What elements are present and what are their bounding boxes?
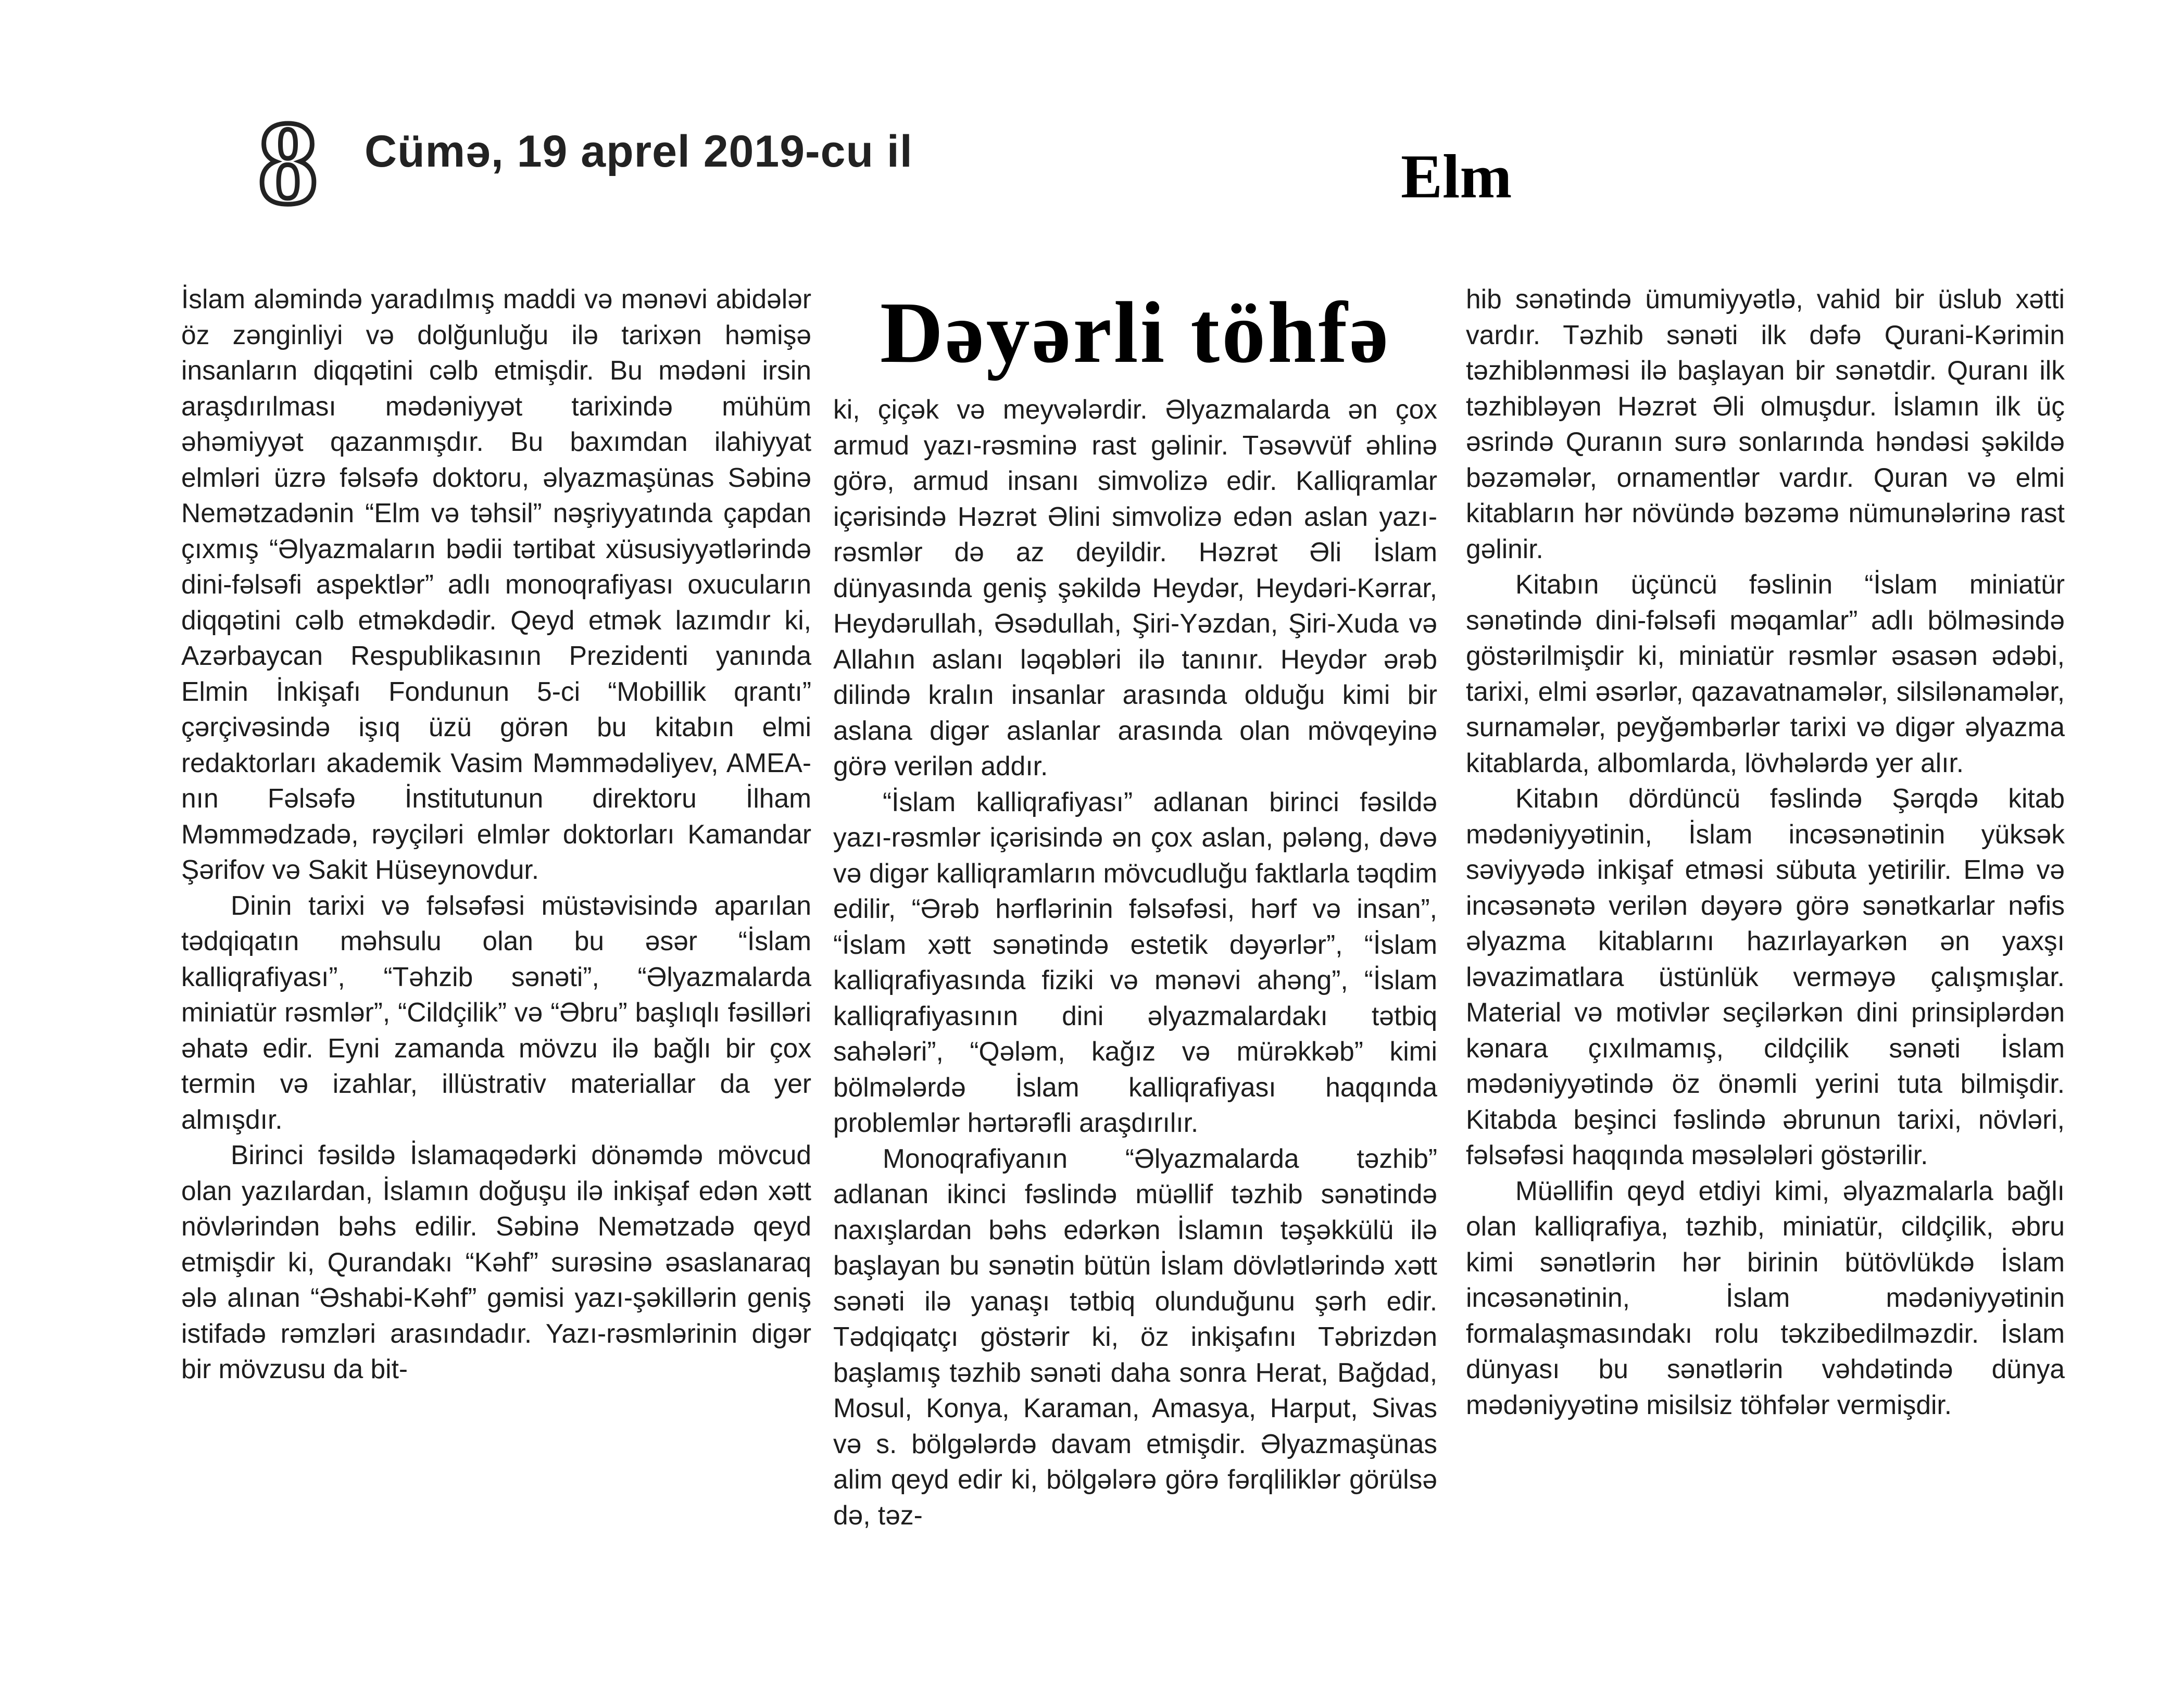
article-column-3 xyxy=(1466,281,2065,1422)
paragraph: ki, çiçək və meyvələrdir. Əlyazmalarda ən çox armud yazı-rəsminə rast gəlinir. Təsəvvüf əhlinə görə, armud insanı simvolizə edir. Kalliqramlar içərisində Həzrət Əlini simvolizə edən aslan yazı-rəsmlər də az deyildir. Həzrət Əli İslam dünyasında geniş şəkildə Heydər, Heydəri-Kərrar, Heydərullah, Əsədullah, Şiri-Yəzdan, Şiri-Xuda və Allahın aslanı ləqəbləri ilə tanınır. Heydər ərəb dilində kralın insanlar arasında olduğu kimi bir aslana digər aslanlar arasında olan mövqeyinə görə verilən addır. xyxy=(833,394,1437,781)
issue-date: Cümə, 19 aprel 2019-cu il xyxy=(365,127,913,176)
article-column-2 xyxy=(833,392,1437,1533)
paragraph: Müəllifin qeyd etdiyi kimi, əlyazmalarla bağlı olan kalliqrafiya, təzhib, miniatür, cildçilik, əbru kimi sənətlərin hər birinin bütövlükdə İslam incəsənətinin, İslam mədəniyyətinin formalaşmasındakı rolu təkzibedilməzdir. İslam dünyası bu sənətlərin vəhdətində dünya mədəniyyətinə misilsiz töhfələr vermişdir. xyxy=(1466,1175,2065,1420)
paragraph: Monoqrafiyanın “Əlyazmalarda təzhib” adlanan ikinci fəslində müəllif təzhib sənətində naxışlardan bəhs edərkən İslamın təşəkkülü ilə başlayan bu sənətin bütün İslam dövlətlərində xətt sənəti ilə yanaşı tətbiq olunduğunu şərh edir. Tədqiqatçı göstərir ki, öz inkişafını Təbrizdən başlamış təzhib sənəti daha sonra Herat, Bağdad, Mosul, Konya, Karaman, Amasya, Harput, Sivas və s. bölgələrdə davam etmişdir. Əlyazmaşünas alim qeyd edir ki, bölgələrə görə fərqliliklər görülsə də, təz- xyxy=(833,1143,1437,1530)
paragraph: Birinci fəsildə İslamaqədərki dönəmdə mövcud olan yazılardan, İslamın doğuşu ilə inkişaf edən xətt növlərindən bəhs edilir. Səbinə Nemətzadə qeyd etmişdir ki, Qurandakı “Kəhf” surəsinə əsaslanaraq ələ alınan “Əshabi-Kəhf” gəmisi yazı-şəkillərin geniş istifadə rəmzləri arasındadır. Yazı-rəsmlərinin digər bir mövzusu da bit- xyxy=(181,1140,811,1384)
article-title: Dəyərli töhfə xyxy=(880,284,1391,381)
paragraph: hib sənətində ümumiyyətlə, vahid bir üslub xətti vardır. Təzhib sənəti ilk dəfə Qurani-Kərimin təzhiblənməsi ilə başlayan bir sənətdir. Quranı ilk təzhibləyən Həzrət Əli olmuşdur. İslamın ilk üç əsrində Quranın surə sonlarında həndəsi şəkildə bəzəmələr, ornamentlər vardır. Quran və elmi kitabların hər növündə bəzəmə nümunələrinə rast gəlinir. xyxy=(1466,284,2065,564)
section-name: Elm xyxy=(1401,142,1512,211)
page-number-glyph: 8 xyxy=(258,104,318,213)
paragraph: Kitabın dördüncü fəslində Şərqdə kitab mədəniyyətinin, İslam incəsənətinin yüksək səviyyədə inkişaf etməsi sübuta yetirilir. Elmə və incəsənətə verilən dəyərə görə sənətkarlar nəfis əlyazma kitablarını hazırlayarkən ən yaxşı ləvazimatlara üstünlük verməyə çalışmışlar. Material və motivlər seçilərkən dini prinsiplərdən kənara çıxılmamış, cildçilik sənəti İslam mədəniyyətində öz önəmli yerini tuta bilmişdir. Kitabda beşinci fəslində əbrunun tarixi, növləri, fəlsəfəsi haqqında məsələləri göstərilir. xyxy=(1466,783,2065,1170)
page-number xyxy=(244,104,332,213)
paragraph: Dinin tarixi və fəlsəfəsi müstəvisində aparılan tədqiqatın məhsulu olan bu əsər “İslam kalliqrafiyası”, “Təhzib sənəti”, “Əlyazmalarda miniatür rəsmlər”, “Cildçilik” və “Əbru” başlıqlı fəsilləri əhatə edir. Eyni zamanda mövzu ilə bağlı bir çox termin və izahlar, illüstrativ materiallar da yer almışdır. xyxy=(181,890,811,1134)
paragraph: “İslam kalliqrafiyası” adlanan birinci fəsildə yazı-rəsmlər içərisində ən çox aslan, pələng, dəvə və digər kalliqramların mövcudluğu faktlarla təqdim edilir, “Ərəb hərflərinin fəlsəfəsi, hərf və insan”, “İslam xətt sənətində estetik dəyərlər”, “İslam kalliqrafiyasında fiziki və mənəvi ahəng”, “İslam kalliqrafiyasının dini əlyazmalardakı tətbiq sahələri”, “Qələm, kağız və mürəkkəb” kimi bölmələrdə İslam kalliqrafiyası haqqında problemlər hərtərəfli araşdırılır. xyxy=(833,786,1437,1138)
paragraph: Kitabın üçüncü fəslinin “İslam miniatür sənətində dini-fəlsəfi məqamlar” adlı bölməsində göstərilmişdir ki, miniatür rəsmlər əsasən ədəbi, tarixi, elmi əsərlər, qazavatnamələr, silsilənamələr, surnamələr, peyğəmbərlər tarixi və digər əlyazma kitablarda, albomlarda, lövhələrdə yer alır. xyxy=(1466,569,2065,778)
paragraph: İslam aləmində yaradılmış maddi və mənəvi abidələr öz zənginliyi və dolğunluğu ilə tarixən həmişə insanların diqqətini cəlb etmişdir. Bu mədəni irsin araşdırılması mədəniyyət tarixində mühüm əhəmiyyət qazanmışdır. Bu baxımdan ilahiyyat elmləri üzrə fəlsəfə doktoru, əlyazmaşünas Səbinə Nemətzadənin “Elm və təhsil” nəşriyyatında çapdan çıxmış “Əlyazmaların bədii tərtibat xüsusiyyətlərində dini-fəlsəfi aspektlər” adlı monoqrafiyası oxucuların diqqətini cəlb etməkdədir. Qeyd etmək lazımdır ki, Azərbaycan Respublikasının Prezidenti yanında Elmin İnkişafı Fondunun 5-ci “Mobillik qrantı” çərçivəsində işıq üzü görən bu kitabın elmi redaktorları akademik Vasim Məmmədəliyev, AMEA-nın Fəlsəfə İnstitutunun direktoru İlham Məmmədzadə, rəyçiləri elmlər doktorları Kamandar Şərifov və Sakit Hüseynovdur. xyxy=(181,284,811,885)
article-column-1 xyxy=(181,281,811,1387)
